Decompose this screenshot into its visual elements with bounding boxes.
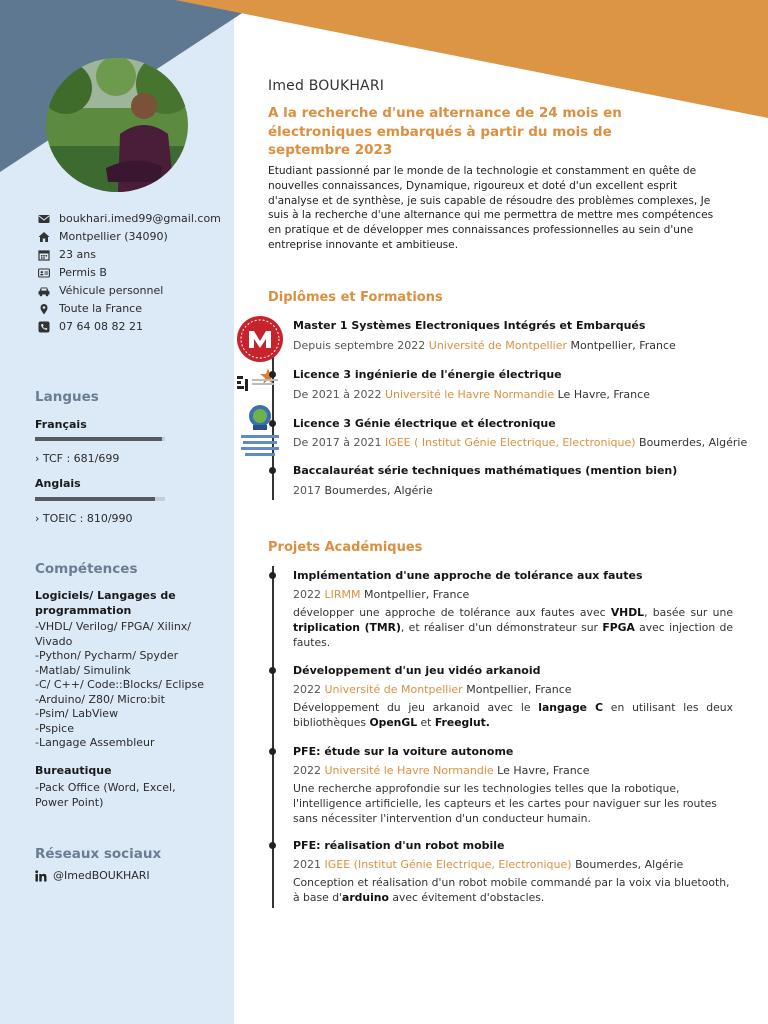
- project-title: PFE: étude sur la voiture autonome: [293, 745, 514, 758]
- education-date: De 2021 à 2022: [293, 388, 382, 401]
- calendar-icon: [38, 249, 50, 261]
- contact-email-text: boukhari.imed99@gmail.com: [59, 212, 221, 225]
- skills-heading: Compétences: [35, 561, 138, 577]
- education-heading: Diplômes et Formations: [268, 290, 443, 305]
- social-handle: @ImedBOUKHARI: [53, 869, 150, 882]
- education-meta: [293, 339, 676, 352]
- home-icon: [38, 231, 50, 243]
- project-title: Implémentation d'une approche de tolérance aux fautes: [293, 569, 643, 582]
- education-place: Le Havre, France: [557, 388, 650, 401]
- boumerdes-logo: [237, 403, 283, 459]
- education-title: Baccalauréat série techniques mathématiques (mention bien): [293, 464, 678, 477]
- education-school[interactable]: Université le Havre Normandie: [384, 388, 555, 401]
- skills-group-title-software: Logiciels/ Langages de programmation: [35, 589, 176, 617]
- project-date: 2021: [293, 858, 321, 871]
- project-description: développer une approche de tolérance aux fautes avec VHDL, basée sur une triplication (TMR), et réaliser d'un démonstrateur sur FPGA avec injection de fautes.: [293, 606, 733, 649]
- language-name-english: Anglais: [35, 477, 81, 490]
- linkedin-icon: [35, 870, 47, 882]
- education-date: 2017: [293, 484, 321, 497]
- project-org[interactable]: Université le Havre Normandie: [324, 764, 494, 777]
- phone-icon: [38, 321, 50, 333]
- contact-address-text: Montpellier (34090): [59, 230, 168, 243]
- skills-group-software-list: [35, 620, 205, 751]
- language-level-fill-french: [35, 437, 162, 441]
- contact-age-text: 23 ans: [59, 248, 96, 261]
- project-place: Le Havre, France: [497, 764, 590, 777]
- project-place: Boumerdes, Algérie: [575, 858, 684, 871]
- location-pin-icon: [38, 303, 50, 315]
- education-school[interactable]: Université de Montpellier: [428, 339, 567, 352]
- skill-line: -Pack Office (Word, Excel, Power Point): [35, 781, 176, 809]
- projects-timeline: [272, 566, 274, 908]
- projects-heading: Projets Académiques: [268, 540, 423, 555]
- contact-age: [38, 248, 228, 262]
- education-title: Licence 3 Génie électrique et électronique: [293, 417, 556, 430]
- education-title: Licence 3 ingénierie de l'énergie électrique: [293, 368, 562, 381]
- contact-vehicle: [38, 284, 228, 298]
- timeline-dot: [269, 371, 276, 378]
- car-icon: [38, 285, 50, 297]
- timeline-dot: [269, 467, 276, 474]
- skills-group-title-office: Bureautique: [35, 764, 112, 777]
- skill-line: -C/ C++/ Code::Blocks/ Eclipse: [35, 678, 205, 691]
- education-place: Boumerdes, Algérie: [639, 436, 748, 449]
- project-meta: [293, 858, 683, 871]
- project-date: 2022: [293, 588, 321, 601]
- timeline-dot: [269, 667, 276, 674]
- education-meta: [293, 388, 650, 401]
- language-detail-english: › TOEIC : 810/990: [35, 512, 133, 525]
- profile-photo: [46, 58, 188, 192]
- skill-line: -VHDL/ Verilog/ FPGA/ Xilinx/ Vivado: [35, 620, 192, 648]
- skill-line: -Psim/ LabView: [35, 707, 119, 720]
- skill-line: -Arduino/ Z80/ Micro:bit: [35, 692, 165, 706]
- project-description: Développement du jeu arkanoid avec le langage C en utilisant les deux bibliothèques OpenGL et Freeglut.: [293, 701, 733, 729]
- timeline-dot: [269, 842, 276, 849]
- project-org[interactable]: IGEE (Institut Génie Electrique, Electronique): [324, 858, 572, 871]
- project-place: Montpellier, France: [364, 588, 470, 601]
- contact-license: [38, 266, 228, 280]
- language-level-bar-french: [35, 437, 165, 441]
- contact-mobility: [38, 302, 228, 316]
- intro-paragraph: Etudiant passionné par le monde de la technologie et constamment en quête de nouvelles connaissances, Dynamique, rigoureux et doté d'un excellent esprit d'analyse et de synthèse, je suis capable de résoudre des problèmes complexes, Je suis à la recherche d'une alternance qui me permettra de mettre mes compétences en pratique et de développer mes connaissances professionnelles au sein d'une entreprise innovante et ambitieuse.: [268, 165, 714, 251]
- project-date: 2022: [293, 764, 321, 777]
- id-card-icon: [38, 267, 50, 279]
- orange-top-shape: [175, 0, 768, 118]
- education-meta: [293, 484, 433, 497]
- education-place: Boumerdes, Algérie: [324, 484, 433, 497]
- contact-license-text: Permis B: [59, 266, 107, 279]
- project-meta: [293, 764, 590, 777]
- project-title: Développement d'un jeu vidéo arkanoid: [293, 664, 541, 677]
- project-description: Une recherche approfondie sur les technologies telles que la robotique, l'intelligence artificielle, les capteurs et les cartes pour naviguer sur les routes sans nécessiter l'intervention d'un conducteur humain.: [293, 782, 717, 825]
- skill-line: -Pspice: [35, 721, 74, 735]
- social-heading: Réseaux sociaux: [35, 846, 162, 862]
- contact-vehicle-text: Véhicule personnel: [59, 284, 164, 297]
- education-place: Montpellier, France: [570, 339, 676, 352]
- project-description: Conception et réalisation d'un robot mobile commandé par la voix via bluetooth, à base d'arduino avec évitement d'obstacles.: [293, 876, 730, 904]
- headline: A la recherche d'une alternance de 24 mois en électroniques embarqués à partir du mois de septembre 2023: [268, 105, 622, 158]
- contact-mobility-text: Toute la France: [59, 302, 142, 315]
- language-name-french: Français: [35, 418, 87, 431]
- education-date: Depuis septembre 2022: [293, 339, 426, 352]
- education-school[interactable]: IGEE ( Institut Génie Electrique, Electronique): [384, 436, 636, 449]
- project-meta: [293, 683, 572, 696]
- project-meta: [293, 588, 469, 601]
- contact-list: [38, 212, 228, 338]
- contact-address: [38, 230, 228, 244]
- project-date: 2022: [293, 683, 321, 696]
- skill-line: -Python/ Pycharm/ Spyder: [35, 649, 179, 662]
- timeline-dot: [269, 572, 276, 579]
- skills-group-office-list: [35, 781, 185, 810]
- education-title: Master 1 Systèmes Electroniques Intégrés et Embarqués: [293, 319, 646, 332]
- timeline-dot: [269, 420, 276, 427]
- language-detail-french: › TCF : 681/699: [35, 452, 120, 465]
- education-meta: [293, 436, 747, 449]
- language-level-bar-english: [35, 497, 165, 501]
- project-org[interactable]: Université de Montpellier: [324, 683, 463, 696]
- um-logo: [236, 315, 284, 363]
- skill-line: -Matlab/ Simulink: [35, 663, 131, 677]
- languages-heading: Langues: [35, 389, 99, 405]
- havre-logo: [236, 366, 282, 396]
- contact-phone[interactable]: [38, 320, 228, 334]
- project-place: Montpellier, France: [466, 683, 572, 696]
- education-date: De 2017 à 2021: [293, 436, 382, 449]
- project-title: PFE: réalisation d'un robot mobile: [293, 839, 505, 852]
- social-linkedin[interactable]: [35, 869, 225, 884]
- contact-email[interactable]: [38, 212, 228, 226]
- contact-phone-text: 07 64 08 82 21: [59, 320, 143, 333]
- envelope-icon: [38, 213, 50, 225]
- candidate-name: Imed BOUKHARI: [268, 78, 385, 94]
- language-level-fill-english: [35, 497, 155, 501]
- timeline-dot: [269, 748, 276, 755]
- skill-line: -Langage Assembleur: [35, 736, 155, 749]
- project-org[interactable]: LIRMM: [324, 588, 361, 601]
